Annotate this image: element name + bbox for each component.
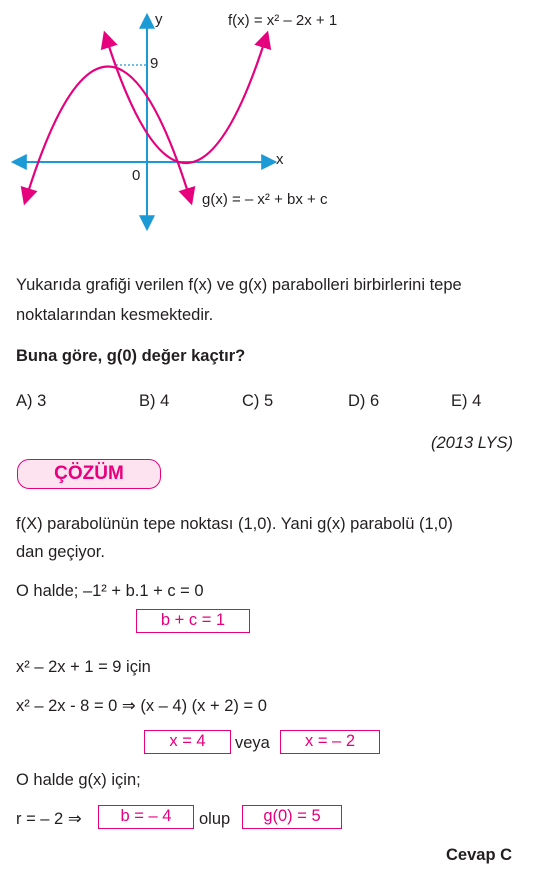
result-box-x-minus-2: x = – 2 — [280, 730, 380, 754]
option-a: A) 3 — [16, 392, 47, 410]
veya-label: veya — [235, 734, 270, 752]
option-c: C) 5 — [242, 392, 274, 410]
result-box-g0: g(0) = 5 — [242, 805, 342, 829]
y-tick-9: 9 — [150, 55, 159, 72]
result-box-x-4: x = 4 — [144, 730, 231, 754]
option-b: B) 4 — [139, 392, 170, 410]
solution-step-5: r = – 2 ⇒ — [16, 810, 82, 828]
y-axis-label: y — [155, 11, 163, 28]
result-box-b-plus-c: b + c = 1 — [136, 609, 250, 633]
solution-step-4: O halde g(x) için; — [16, 771, 141, 789]
solution-step-2: x² – 2x + 1 = 9 için — [16, 658, 151, 676]
origin-label: 0 — [132, 167, 141, 184]
question-line-2: noktalarından kesmektedir. — [16, 306, 214, 324]
g-curve — [25, 67, 191, 203]
solution-step-1: O halde; –1² + b.1 + c = 0 — [16, 582, 204, 600]
f-curve — [105, 34, 267, 163]
question-prompt: Buna göre, g(0) değer kaçtır? — [16, 347, 246, 365]
source-label: (2013 LYS) — [431, 434, 513, 452]
f-label: f(x) = x² – 2x + 1 — [228, 12, 338, 29]
option-d: D) 6 — [348, 392, 380, 410]
result-box-b-minus-4: b = – 4 — [98, 805, 194, 829]
solution-line-2: dan geçiyor. — [16, 543, 105, 561]
option-e: E) 4 — [451, 392, 482, 410]
question-line-1: Yukarıda grafiği verilen f(x) ve g(x) parabolleri birbirlerini tepe — [16, 276, 462, 294]
olup-label: olup — [199, 810, 231, 828]
g-label: g(x) = – x² + bx + c — [202, 191, 328, 208]
solution-step-3: x² – 2x - 8 = 0 ⇒ (x – 4) (x + 2) = 0 — [16, 697, 267, 715]
solution-line-1: f(X) parabolünün tepe noktası (1,0). Yani g(x) parabolü (1,0) — [16, 515, 453, 533]
answer-label: Cevap C — [446, 846, 513, 864]
x-axis-label: x — [276, 151, 284, 168]
solution-header: ÇÖZÜM — [17, 459, 161, 489]
